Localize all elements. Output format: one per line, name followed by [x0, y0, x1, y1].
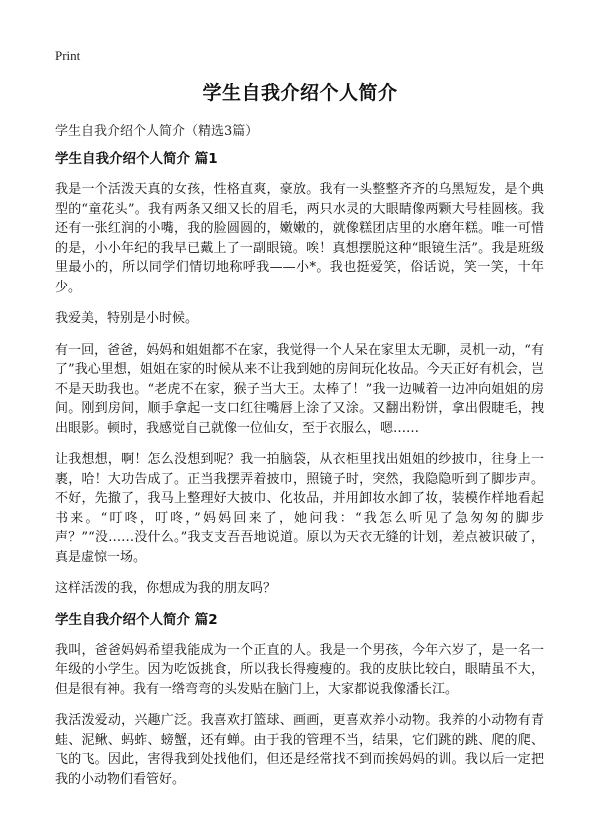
print-label: Print	[55, 48, 81, 63]
document-body	[55, 150, 544, 801]
section-heading: 学生自我介绍个人简介 篇2	[55, 611, 218, 628]
paragraph: 我爱美，特别是小时候。	[55, 311, 199, 326]
section-heading: 学生自我介绍个人简介 篇1	[55, 151, 218, 167]
paragraph: 我叫，爸爸妈妈希望我能成为一个正直的人。我是一个男孩，今年六岁了，是一名一年级的小学生。因为吃饭挑食，所以我长得瘦瘦的。我的皮肤比较白，眼睛虽不大，但是很有神。我有一绺弯弯的头发贴在脑门上，大家都说我像潘长江。	[55, 642, 544, 697]
paragraph: 这样活泼的我，你想成为我的朋友吗？	[55, 581, 277, 596]
paragraph: 有一回，爸爸，妈妈和姐姐都不在家，我觉得一个人呆在家里太无聊，灵机一动，“有了”我心里想，姐姐在家的时候从来不让我到她的房间玩化妆品。今天正好有机会，岂不是天助我也。“老虎不在家，猴子当大王。太棒了！”我一边喊着一边冲向姐姐的房间。刚到房间，顺手拿起一支口红往嘴唇上涂了又涂。又翻出粉饼，拿出假睫毛，拽出眼影。顿时，我感觉自己就像一位仙女，至于衣服么，嗯……	[55, 342, 544, 436]
document-title: 学生自我介绍个人简介	[202, 82, 398, 104]
section-2	[55, 611, 544, 790]
paragraph: 我是一个活泼天真的女孩，性格直爽，豪放。我有一头整整齐齐的乌黑短发，是个典型的“童花头”。我有两条又细又长的眉毛，两只水灵的大眼睛像两颗大号桂圆核。我还有一张红润的小嘴，我的脸圆圆的，嫩嫩的，就像糕团店里的水磨年糕。唯一可惜的是，小小年纪的我早已戴上了一副眼镜。唉！真想摆脱这种“眼镜生活”。我是班级里最小的，所以同学们情切地称呼我——小*。我也挺爱笑，俗话说，笑一笑，十年少。	[55, 182, 544, 295]
document-subtitle: 学生自我介绍个人简介（精选3篇）	[55, 124, 259, 139]
section-1	[55, 150, 544, 599]
paragraph: 让我想想，啊！怎么没想到呢？我一拍脑袋，从衣柜里找出姐姐的纱披巾，往身上一裹，哈！大功告成了。正当我摆弄着披巾，照镜子时，突然，我隐隐听到了脚步声。不好，先撤了，我马上整理好大披巾、化妆品，并用卸妆水卸了妆，装模作样地看起书来。“叮咚，叮咚，”妈妈回来了，她问我：“我怎么听见了急匆匆的脚步声？”“没……没什么。”我支支吾吾地说道。原以为天衣无缝的计划，差点被识破了，真是虚惊一场。	[55, 452, 544, 565]
paragraph: 我活泼爱动，兴趣广泛。我喜欢打篮球、画画，更喜欢养小动物。我养的小动物有青蛙、泥鳅、蚂蚱、螃蟹，还有蝉。由于我的管理不当，结果，它们跳的跳、爬的爬、飞的飞。因此，害得我到处找他们，但还是经常找不到而挨妈妈的训。我以后一定把我的小动物们看管好。	[55, 713, 544, 787]
